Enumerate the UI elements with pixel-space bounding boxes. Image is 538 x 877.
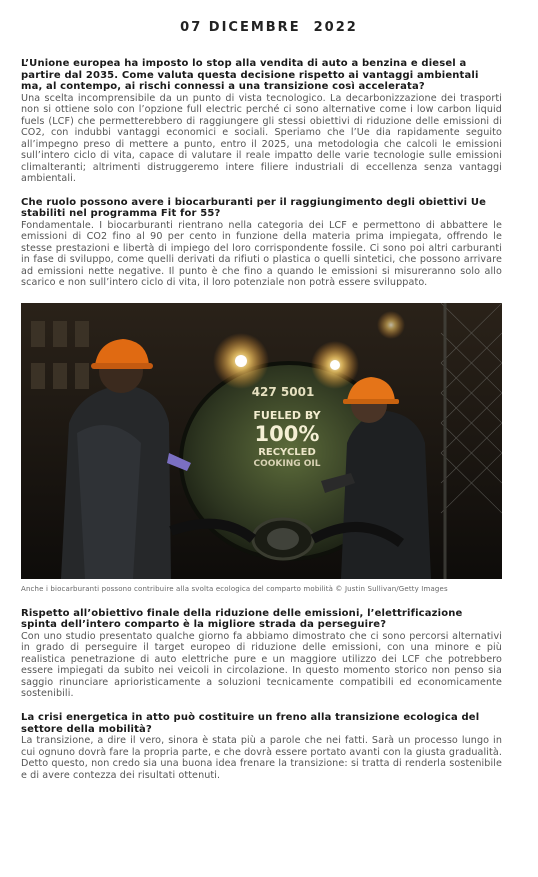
photo-caption: Anche i biocarburanti possono contribuire alla svolta ecologica del comparto mobilità © Justin Sullivan/Getty Images bbox=[21, 584, 448, 593]
biofuel-truck-illustration bbox=[21, 303, 502, 579]
question-1: L’Unione europea ha imposto lo stop alla vendita di auto a benzina e diesel a partire dal 2035. Come valuta questa decisione rispetto ai vantaggi ambientali ma, al contempo, ai rischi connessi a una transizione così accelerata? bbox=[21, 58, 479, 93]
answer-3: Con uno studio presentato qualche giorno fa abbiamo dimostrato che ci sono percorsi alternativi in grado di perseguire il target europeo di riduzione delle emissioni, con una minore e più realistica penetrazione di auto elettriche pure e un maggiore utilizzo dei LCF che potrebbero essere impiegati da subito nei veicoli in circolazione. In questo momento storico non penso sia saggio rinunciare aprioristicamente a soluzioni tecnicamente compatibili ed economicamente sostenibili. bbox=[21, 630, 502, 700]
question-2: Che ruolo possono avere i biocarburanti per il raggiungimento degli obiettivi Ue stabiliti nel programma Fit for 55? bbox=[21, 196, 487, 220]
qa-block-4 bbox=[21, 712, 502, 781]
qa-block-2 bbox=[21, 197, 502, 289]
question-3: Rispetto all’obiettivo finale della riduzione delle emissioni, l’elettrificazione spinta dell’intero comparto è la migliore strada da perseguire? bbox=[21, 607, 463, 631]
article-photo bbox=[21, 303, 502, 579]
tank-number: 427 5001 bbox=[251, 384, 315, 399]
answer-4: La transizione, a dire il vero, sinora è stata più a parole che nei fatti. Sarà un processo lungo in cui ognuno dovrà fare la propria parte, e che dovrà essere portato avanti con la giusta gradualità. Detto questo, non credo sia una buona idea frenare la transizione: si tratta di renderla sostenibile e di avere contezza dei risultati ottenuti. bbox=[21, 735, 502, 781]
tank-text-line-4: COOKING OIL bbox=[253, 458, 321, 469]
qa-block-1 bbox=[21, 58, 502, 185]
answer-1: Una scelta incomprensibile da un punto di vista tecnologico. La decarbonizzazione dei trasporti non si ottiene solo con l’opzione full electric perché ci sono alternative come i low carbon liquid fuels (LCF) che permetterebbero di raggiungere gli stessi obiettivi di riduzione delle emissioni di CO2, con indubbi vantaggi economici e sociali. Speriamo che l’Ue dia rapidamente seguito all’impegno preso di mettere a punto, entro il 2025, una metodologia che calcoli le emissioni sull’intero ciclo di vita, capace di valutare il reale impatto delle varie tecnologie sulle emissioni climalteranti; altrimenti distruggeremo intere filiere industriali di eccellenza senza vantaggi ambientali. bbox=[21, 92, 502, 185]
tank-text-line-3: RECYCLED bbox=[258, 446, 316, 458]
qa-block-3 bbox=[21, 608, 502, 700]
tank-text-line-2: 100% bbox=[254, 421, 320, 446]
question-4: La crisi energetica in atto può costituire un freno alla transizione ecologica del settore della mobilità? bbox=[21, 711, 480, 735]
tank-text-line-1: FUELED BY bbox=[253, 408, 321, 422]
article-date: 07 DICEMBRE 2022 bbox=[180, 20, 358, 35]
answer-2: Fondamentale. I biocarburanti rientrano nella categoria dei LCF e permettono di abbattere le emissioni di CO2 fino al 90 per cento in funzione della materia prima impiegata, offrendo le stesse prestazioni e libertà di impiego del loro corrispondente fossile. Ci sono poi altri carburanti in fase di sviluppo, come quelli derivati da rifiuti o plastica o quelli sintetici, che possono arrivare ad emissioni nette negative. Il punto è che fino a quando le emissioni si misureranno solo allo scarico e non sull’intero ciclo di vita, il loro potenziale non potrà essere sviluppato. bbox=[21, 219, 502, 289]
interview-article bbox=[21, 58, 502, 793]
